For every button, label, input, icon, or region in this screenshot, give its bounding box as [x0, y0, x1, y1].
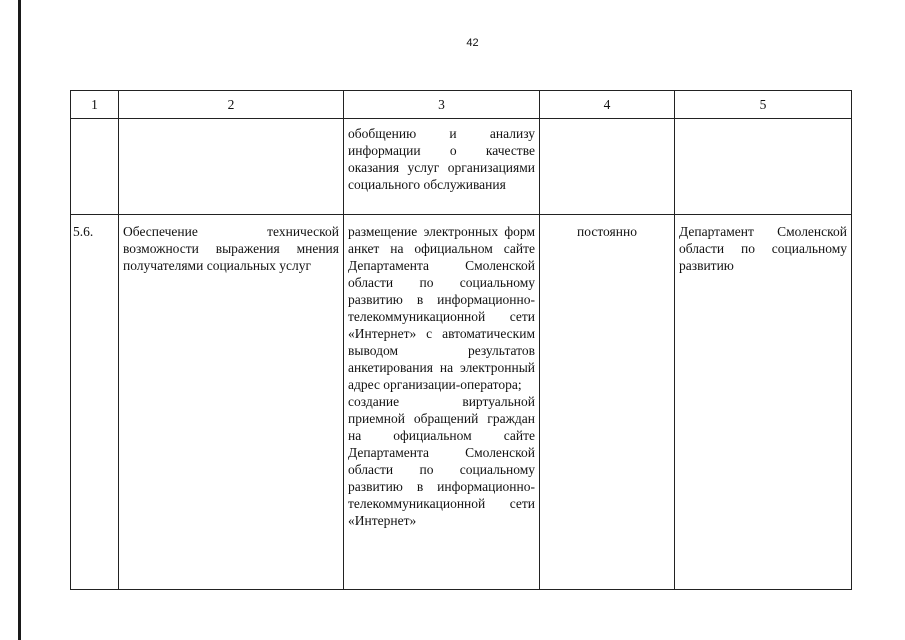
measure-text: размещение электронных форм анкет на официальном сайте Департамента Смоленской области по социальному развитию в информационно-телекоммуникационной сети «Интернет» с автоматическим выводом результатов анкетирования на электронный адрес организации-оператора; — [348, 224, 535, 392]
cell-measures — [344, 215, 540, 590]
scan-edge-line — [18, 0, 21, 640]
cell-responsible: Департамент Смоленской области по социальному развитию — [675, 215, 852, 590]
plan-table — [70, 90, 852, 590]
header-col-1: 1 — [71, 91, 119, 119]
cell-term: постоянно — [540, 215, 675, 590]
table-row-5-6 — [71, 215, 852, 590]
measure-text: создание виртуальной приемной обращений граждан на официальном сайте Департамента Смоленской области по социальному развитию в информационно-телекоммуникационной сети «Интернет» — [348, 394, 535, 528]
header-col-2: 2 — [119, 91, 344, 119]
header-col-4: 4 — [540, 91, 675, 119]
cell-empty — [119, 119, 344, 215]
table-row-continuation — [71, 119, 852, 215]
cell-empty — [540, 119, 675, 215]
header-col-3: 3 — [344, 91, 540, 119]
cell-activity: Обеспечение технической возможности выражения мнения получателями социальных услуг — [119, 215, 344, 590]
page-number: 42 — [466, 37, 479, 49]
cell-continuation-text: обобщению и анализу информации о качестве оказания услуг организациями социального обслуживания — [344, 119, 540, 215]
cell-row-number: 5.6. — [71, 215, 119, 590]
cell-empty — [71, 119, 119, 215]
table-header-row — [71, 91, 852, 119]
header-col-5: 5 — [675, 91, 852, 119]
cell-empty — [675, 119, 852, 215]
